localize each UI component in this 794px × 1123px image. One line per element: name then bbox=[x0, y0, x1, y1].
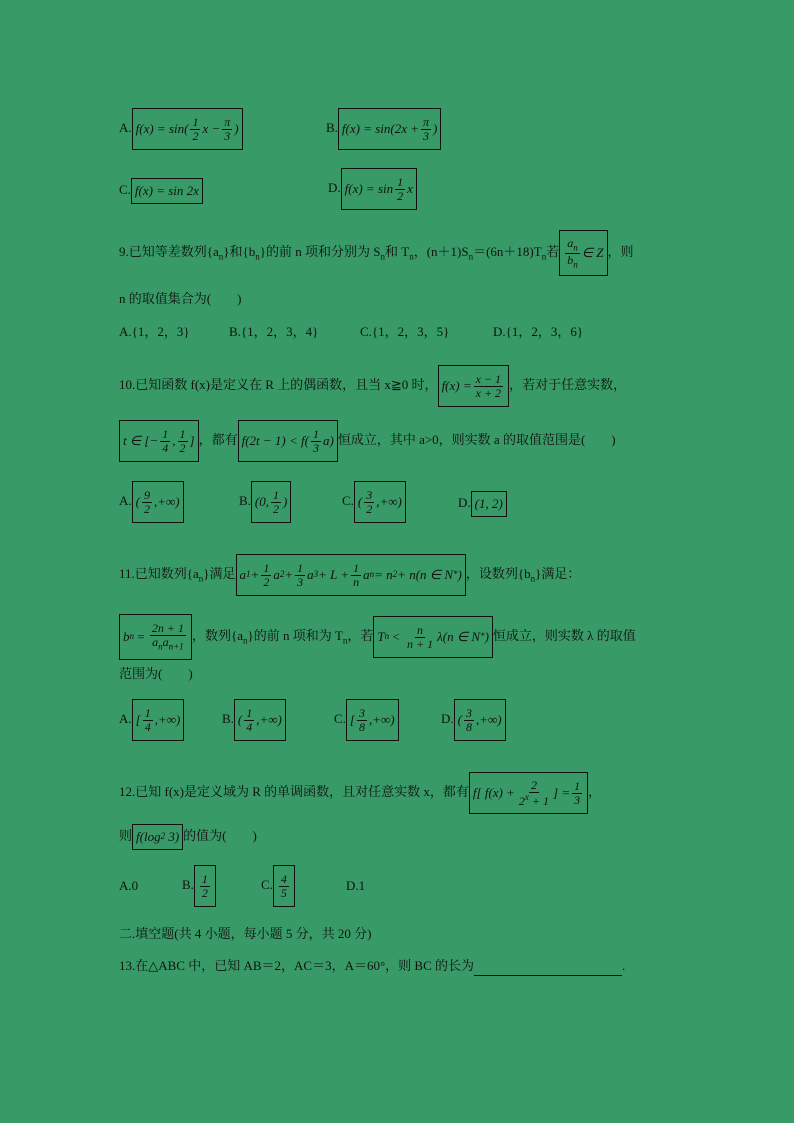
q12-option-c bbox=[261, 865, 295, 907]
formula-text: + bbox=[250, 566, 260, 582]
text: 则 bbox=[119, 827, 133, 843]
text: ，(n＋1)S bbox=[413, 243, 469, 259]
subscript: n bbox=[242, 635, 248, 646]
denominator: 2 bbox=[179, 440, 186, 455]
fraction bbox=[357, 707, 367, 733]
text: a bbox=[567, 235, 574, 250]
q9-option-a: A.{1，2，3} bbox=[119, 324, 190, 339]
option-formula bbox=[251, 481, 291, 523]
formula-text: < bbox=[389, 628, 403, 644]
denominator: 2 bbox=[273, 501, 280, 516]
numerator: n bbox=[417, 622, 424, 637]
q11-line2 bbox=[119, 614, 636, 660]
q12-option-a: A.0 bbox=[119, 878, 139, 893]
subscript: n+1 bbox=[168, 641, 184, 652]
superscript: * bbox=[480, 631, 485, 642]
subscript: n bbox=[369, 569, 375, 580]
formula-text: = bbox=[134, 628, 148, 644]
text: ，都有 bbox=[198, 431, 238, 447]
denominator: 3 bbox=[297, 574, 304, 589]
formula-text: ,+∞) bbox=[153, 493, 180, 509]
fraction bbox=[311, 428, 321, 454]
superscript: x bbox=[524, 791, 529, 802]
subscript: n bbox=[573, 258, 578, 269]
formula-text: a) bbox=[322, 432, 334, 448]
denominator: n + 1 bbox=[407, 636, 434, 651]
text: a bbox=[162, 634, 169, 649]
text: ，则 bbox=[607, 243, 634, 259]
subscript: n bbox=[255, 251, 260, 262]
fraction bbox=[474, 373, 503, 399]
formula-text: + L + bbox=[318, 566, 350, 582]
formula-text: ,+∞) bbox=[154, 711, 181, 727]
subscript: n bbox=[384, 631, 390, 642]
formula-text: x bbox=[407, 180, 413, 196]
formula-text: T bbox=[377, 628, 385, 644]
q11-option-b bbox=[222, 699, 286, 741]
formula-text: ( bbox=[135, 493, 140, 509]
option-formula bbox=[132, 699, 185, 741]
q9-option-b: B.{1，2，3，4} bbox=[229, 324, 319, 339]
text: . bbox=[622, 958, 626, 973]
numerator: 1 bbox=[179, 426, 186, 441]
q11-line1 bbox=[119, 554, 580, 596]
numerator: 3 bbox=[358, 705, 365, 720]
formula-text: ,+∞) bbox=[475, 711, 502, 727]
fraction bbox=[178, 428, 188, 454]
q10-t-range-formula bbox=[119, 420, 199, 462]
denominator: 3 bbox=[574, 792, 581, 807]
subscript: n bbox=[573, 242, 578, 253]
q9-option-d: D.{1，2，3，6} bbox=[493, 324, 584, 339]
denominator: 8 bbox=[465, 719, 472, 734]
denominator bbox=[150, 636, 186, 652]
q12-option-b bbox=[182, 865, 216, 907]
superscript: 2 bbox=[392, 569, 398, 580]
denominator: 4 bbox=[246, 719, 253, 734]
q11-bn-formula bbox=[119, 614, 192, 660]
numerator: 9 bbox=[143, 487, 150, 502]
text: 恒成立，其中 a>0，则实数 a 的取值范围是( ) bbox=[337, 431, 616, 447]
fraction bbox=[295, 562, 305, 588]
fraction bbox=[261, 562, 271, 588]
option-label: B. bbox=[222, 710, 234, 726]
denominator: 2 bbox=[263, 574, 270, 589]
formula-text: [ bbox=[135, 711, 141, 727]
fraction bbox=[517, 779, 551, 807]
formula-text: (0, bbox=[254, 493, 270, 509]
text: ，若对于任意实数， bbox=[509, 376, 627, 392]
fraction bbox=[200, 873, 210, 899]
formula-text: ,+∞) bbox=[368, 711, 395, 727]
fraction bbox=[222, 116, 232, 142]
q9-option-c: C.{1，2，3，5} bbox=[360, 324, 450, 339]
formula-text: ) bbox=[283, 493, 288, 509]
formula-text: , bbox=[172, 432, 176, 448]
denominator bbox=[517, 793, 551, 808]
option-label: C. bbox=[261, 876, 273, 892]
fraction bbox=[160, 428, 170, 454]
numerator: 1 bbox=[297, 560, 304, 575]
formula-text: a bbox=[363, 566, 370, 582]
subscript: n bbox=[129, 631, 134, 642]
text: ，数列{a bbox=[191, 627, 243, 643]
subscript: n bbox=[158, 641, 163, 652]
section-heading: 二.填空题(共 4 小题，每小题 5 分，共 20 分) bbox=[119, 926, 372, 941]
formula-text: ∈ Z bbox=[581, 244, 604, 260]
option-label: B. bbox=[326, 119, 338, 135]
option-formula bbox=[273, 865, 295, 907]
option-label: A. bbox=[119, 710, 132, 726]
q12-line2 bbox=[119, 824, 257, 850]
subscript: n bbox=[530, 573, 536, 584]
formula-text: a bbox=[307, 566, 314, 582]
subscript: 3 bbox=[313, 569, 319, 580]
q13 bbox=[119, 956, 625, 976]
formula-text: ) bbox=[457, 566, 462, 582]
fraction bbox=[244, 707, 254, 733]
formula-text: ] = bbox=[553, 784, 571, 800]
formula-text: ) bbox=[234, 120, 239, 136]
fraction bbox=[351, 562, 361, 588]
numerator: 1 bbox=[246, 705, 253, 720]
numerator: 2 bbox=[530, 777, 537, 792]
subscript: n bbox=[409, 251, 414, 262]
option-formula bbox=[132, 481, 184, 523]
formula-text: a bbox=[273, 566, 280, 582]
text: }的前 n 项和分别为 S bbox=[259, 243, 381, 259]
numerator: 1 bbox=[192, 114, 199, 129]
subscript: 1 bbox=[246, 569, 251, 580]
subscript: 2 bbox=[279, 569, 285, 580]
denominator bbox=[565, 254, 580, 270]
q10-line1 bbox=[119, 365, 626, 407]
text: b bbox=[567, 252, 574, 267]
text: 和 T bbox=[384, 243, 410, 259]
formula-text: b bbox=[123, 628, 130, 644]
fraction bbox=[572, 780, 582, 806]
numerator bbox=[565, 237, 580, 254]
subscript: n bbox=[218, 251, 224, 262]
text: ＝(6n＋18)T bbox=[473, 243, 542, 259]
q10-option-d bbox=[458, 491, 507, 517]
q10-option-b bbox=[239, 481, 291, 523]
q8-a-formula bbox=[132, 108, 243, 150]
fraction bbox=[190, 116, 200, 142]
option-formula bbox=[454, 699, 506, 741]
numerator: 1 bbox=[263, 560, 270, 575]
formula-text: ) bbox=[433, 120, 438, 136]
text: 12.已知 f(x)是定义域为 R 的单调函数，且对任意实数 x，都有 bbox=[119, 783, 469, 799]
q9-line1 bbox=[119, 230, 634, 276]
q8-option-a bbox=[119, 108, 243, 150]
fraction bbox=[565, 237, 580, 270]
option-label: C. bbox=[119, 181, 131, 197]
q10-inequality-formula bbox=[238, 420, 338, 462]
q11-option-a bbox=[119, 699, 184, 741]
subscript: n bbox=[541, 251, 547, 262]
text: 若 bbox=[546, 243, 560, 259]
option-label: D. bbox=[328, 179, 341, 195]
numerator: 3 bbox=[366, 487, 373, 502]
formula-text: λ(n ∈ N bbox=[437, 628, 481, 644]
denominator: 8 bbox=[358, 719, 365, 734]
formula-text: x − bbox=[202, 120, 221, 136]
q11-line3: 范围为( ) bbox=[119, 666, 193, 681]
formula-text: ( bbox=[357, 493, 363, 509]
subscript: n bbox=[468, 251, 474, 262]
subscript: n bbox=[380, 251, 385, 262]
subscript: n bbox=[198, 573, 204, 584]
fraction bbox=[143, 707, 153, 733]
formula-text: + n(n ∈ N bbox=[397, 566, 454, 582]
formula-text: [ bbox=[349, 711, 355, 727]
q12-option-d: D.1 bbox=[346, 878, 366, 893]
text: 11.已知数列{a bbox=[119, 565, 199, 581]
text: }满足 bbox=[203, 565, 236, 581]
text: ，设数列{b bbox=[465, 565, 531, 581]
numerator: 2n + 1 bbox=[151, 621, 184, 636]
option-formula: (1, 2) bbox=[471, 491, 507, 517]
denominator: 4 bbox=[162, 440, 169, 455]
option-label: C. bbox=[334, 710, 346, 726]
fraction bbox=[142, 489, 152, 515]
formula-text: f(x) = bbox=[441, 377, 472, 393]
fraction bbox=[271, 489, 281, 515]
text: 恒成立，则实数 λ 的取值 bbox=[492, 627, 636, 643]
option-formula bbox=[354, 481, 406, 523]
option-label: B. bbox=[182, 876, 194, 892]
option-formula bbox=[346, 699, 399, 741]
numerator: 1 bbox=[144, 705, 151, 720]
numerator: 1 bbox=[273, 487, 280, 502]
option-label: A. bbox=[119, 119, 132, 135]
q11-sequence-formula bbox=[236, 554, 466, 596]
formula-text: 3) bbox=[168, 828, 180, 844]
denominator: 5 bbox=[280, 885, 287, 900]
q8-b-formula bbox=[338, 108, 441, 150]
q10-function-formula bbox=[438, 365, 510, 407]
formula-text: f(2t − 1) < f( bbox=[241, 432, 309, 448]
denominator: 3 bbox=[224, 128, 231, 143]
formula-text: f(x) = sin bbox=[344, 180, 394, 196]
formula-text: f(log bbox=[136, 828, 161, 844]
q10-line2 bbox=[119, 420, 616, 462]
denominator: 2 bbox=[192, 128, 199, 143]
numerator: 1 bbox=[574, 778, 581, 793]
denominator: 2 bbox=[397, 188, 404, 203]
fraction bbox=[279, 873, 289, 899]
numerator: 1 bbox=[162, 426, 169, 441]
text: }和{b bbox=[223, 243, 256, 259]
numerator: 1 bbox=[201, 871, 208, 886]
numerator: π bbox=[224, 114, 231, 129]
q12-line1 bbox=[119, 772, 601, 814]
fraction bbox=[395, 176, 405, 202]
denominator: 2 bbox=[201, 885, 208, 900]
formula-text: t ∈ [− bbox=[123, 432, 159, 448]
option-label: D. bbox=[458, 494, 471, 510]
formula-text: a bbox=[239, 566, 247, 582]
q12-log-formula bbox=[132, 824, 183, 850]
formula-text: = n bbox=[374, 566, 393, 582]
subscript: 2 bbox=[160, 831, 166, 842]
fraction bbox=[364, 489, 374, 515]
text: 13.在△ABC 中，已知 AB＝2，AC＝3，A＝60°，则 BC 的长为 bbox=[119, 958, 475, 973]
subscript: n bbox=[342, 635, 348, 646]
fraction bbox=[464, 707, 474, 733]
formula-text: f[ f(x) + bbox=[472, 784, 515, 800]
q8-option-d bbox=[328, 168, 417, 210]
fraction bbox=[421, 116, 431, 142]
option-formula bbox=[194, 865, 216, 907]
q8-option-b bbox=[326, 108, 441, 150]
q11-option-c bbox=[334, 699, 399, 741]
numerator: 3 bbox=[465, 705, 472, 720]
formula-text: f(x) = sin( bbox=[135, 120, 189, 136]
denominator: 2 bbox=[143, 501, 150, 516]
numerator: 4 bbox=[280, 871, 287, 886]
formula-text: + bbox=[284, 566, 294, 582]
numerator: 1 bbox=[312, 426, 319, 441]
option-label: D. bbox=[441, 710, 454, 726]
text: 10.已知函数 f(x)是定义在 R 上的偶函数，且当 x≧0 时， bbox=[119, 376, 438, 392]
q10-option-a bbox=[119, 481, 184, 523]
denominator: 2 bbox=[366, 501, 373, 516]
text: ， bbox=[588, 783, 602, 799]
q10-option-c bbox=[342, 481, 406, 523]
q9-line2: n 的取值集合为( ) bbox=[119, 291, 242, 306]
numerator: 1 bbox=[353, 560, 360, 575]
numerator: x − 1 bbox=[475, 371, 502, 386]
text: + 1 bbox=[531, 793, 550, 808]
formula-text: ,+∞) bbox=[256, 711, 282, 727]
option-label: C. bbox=[342, 492, 354, 508]
option-formula bbox=[234, 699, 286, 741]
q11-tn-formula bbox=[373, 616, 493, 658]
option-label: B. bbox=[239, 492, 251, 508]
superscript: * bbox=[453, 569, 458, 580]
denominator: 3 bbox=[312, 440, 319, 455]
text: a bbox=[152, 634, 159, 649]
formula-text: ,+∞) bbox=[376, 493, 402, 509]
text: 的值为( ) bbox=[183, 827, 257, 843]
denominator: x + 2 bbox=[475, 385, 502, 400]
q8-c-formula: f(x) = sin 2x bbox=[131, 178, 203, 204]
fraction bbox=[150, 622, 186, 651]
formula-text: ) bbox=[484, 628, 489, 644]
text: }的前 n 项和为 T bbox=[247, 627, 343, 643]
formula-text: ( bbox=[237, 711, 243, 727]
text: 9.已知等差数列{a bbox=[119, 243, 219, 259]
q11-option-d bbox=[441, 699, 506, 741]
denominator: 4 bbox=[144, 719, 151, 734]
q8-option-c bbox=[119, 178, 203, 204]
text: ，若 bbox=[347, 627, 374, 643]
q9-ratio-formula bbox=[559, 230, 607, 276]
q12-functional-equation bbox=[469, 772, 588, 814]
answer-blank[interactable] bbox=[474, 963, 622, 976]
text: 2 bbox=[518, 793, 525, 808]
q8-d-formula bbox=[341, 168, 417, 210]
formula-text: ( bbox=[457, 711, 462, 727]
formula-text: f(x) = sin(2x + bbox=[341, 120, 420, 136]
fraction bbox=[405, 624, 435, 650]
denominator: n bbox=[353, 574, 360, 589]
formula-text: ] bbox=[189, 432, 195, 448]
text: }满足： bbox=[535, 565, 581, 581]
numerator: 1 bbox=[397, 174, 404, 189]
denominator: 3 bbox=[423, 128, 430, 143]
option-label: A. bbox=[119, 492, 132, 508]
numerator: π bbox=[423, 114, 430, 129]
